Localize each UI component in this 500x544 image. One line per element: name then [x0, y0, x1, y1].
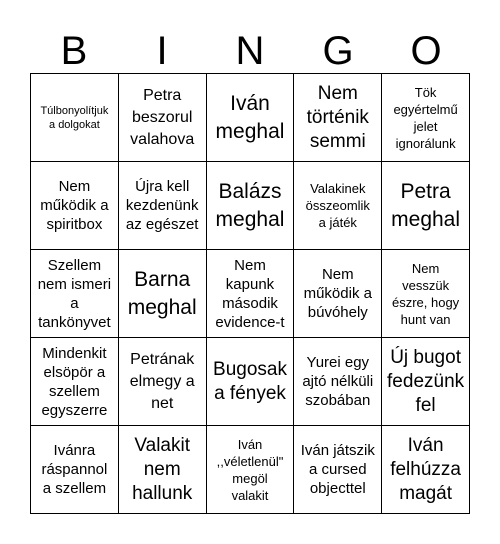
bingo-cell[interactable] [119, 338, 207, 426]
cell-text: Petrának elmegy a net [129, 350, 195, 412]
bingo-header [30, 26, 470, 76]
header-letter-i: I [156, 29, 168, 73]
cell-text: Nem történik semmi [306, 82, 369, 152]
cell-text: Nem működik a spiritbox [40, 178, 109, 233]
cell-text: Új bugot fedezünk fel [387, 346, 465, 416]
bingo-cell[interactable] [207, 426, 295, 514]
header-letter-o: O [410, 29, 442, 73]
cell-text: Petra meghal [391, 179, 461, 231]
bingo-cell[interactable] [382, 162, 470, 250]
cell-text: Iván felhúzza magát [390, 434, 461, 504]
bingo-cell[interactable] [119, 74, 207, 162]
cell-text: Újra kell kezdenünk az egészet [125, 178, 199, 233]
cell-text: Nem kapunk második evidence-t [215, 256, 285, 331]
cell-text: Balázs meghal [215, 179, 285, 231]
header-letter-g: G [322, 29, 354, 73]
cell-text: Nem vesszük észre, hogy hunt van [391, 260, 460, 327]
bingo-cell[interactable] [294, 74, 382, 162]
bingo-cell[interactable] [119, 162, 207, 250]
cell-text: Iván meghal [215, 91, 285, 143]
cell-text: Tök egyértelmű jelet ignorálunk [393, 84, 458, 151]
bingo-cell[interactable] [31, 162, 119, 250]
bingo-cell[interactable] [207, 338, 295, 426]
bingo-cell[interactable] [119, 426, 207, 514]
bingo-cell[interactable] [31, 426, 119, 514]
bingo-cell[interactable] [382, 74, 470, 162]
bingo-cell[interactable] [382, 426, 470, 514]
cell-text: Yurei egy ajtó nélküli szobában [302, 354, 374, 409]
header-letter-b: B [60, 29, 88, 73]
cell-text: Nem működik a búvóhely [303, 266, 372, 321]
bingo-cell[interactable] [207, 162, 295, 250]
bingo-cell[interactable] [382, 338, 470, 426]
bingo-cell[interactable] [294, 162, 382, 250]
cell-text: Túlbonyolítjuk a dolgokat [40, 104, 109, 131]
bingo-cell[interactable] [294, 338, 382, 426]
cell-text: Valakinek összeomlik a játék [305, 181, 370, 230]
bingo-cell[interactable] [31, 338, 119, 426]
cell-text: Valakit nem hallunk [132, 434, 193, 504]
cell-text: Bugosak a fények [213, 358, 287, 404]
bingo-cell[interactable] [382, 250, 470, 338]
bingo-cell[interactable] [31, 74, 119, 162]
cell-text: Petra beszorul valahova [130, 86, 195, 148]
bingo-cell[interactable] [31, 250, 119, 338]
bingo-cell[interactable] [207, 250, 295, 338]
bingo-cell[interactable] [294, 250, 382, 338]
header-letter-n: N [235, 29, 265, 73]
cell-text: Ivánra ráspannol a szellem [41, 442, 108, 497]
bingo-cell[interactable] [119, 250, 207, 338]
bingo-grid [30, 73, 470, 514]
cell-text: Szellem nem ismeri a tankönyvet [37, 256, 112, 331]
cell-text: Iván ,,véletlenül" megöl valakit [216, 436, 284, 503]
cell-text: Mindenkit elsöpör a szellem egyszerre [41, 344, 108, 419]
cell-text: Iván játszik a cursed objecttel [300, 442, 375, 497]
bingo-cell[interactable] [207, 74, 295, 162]
bingo-cell[interactable] [294, 426, 382, 514]
cell-text: Barna meghal [127, 267, 197, 319]
